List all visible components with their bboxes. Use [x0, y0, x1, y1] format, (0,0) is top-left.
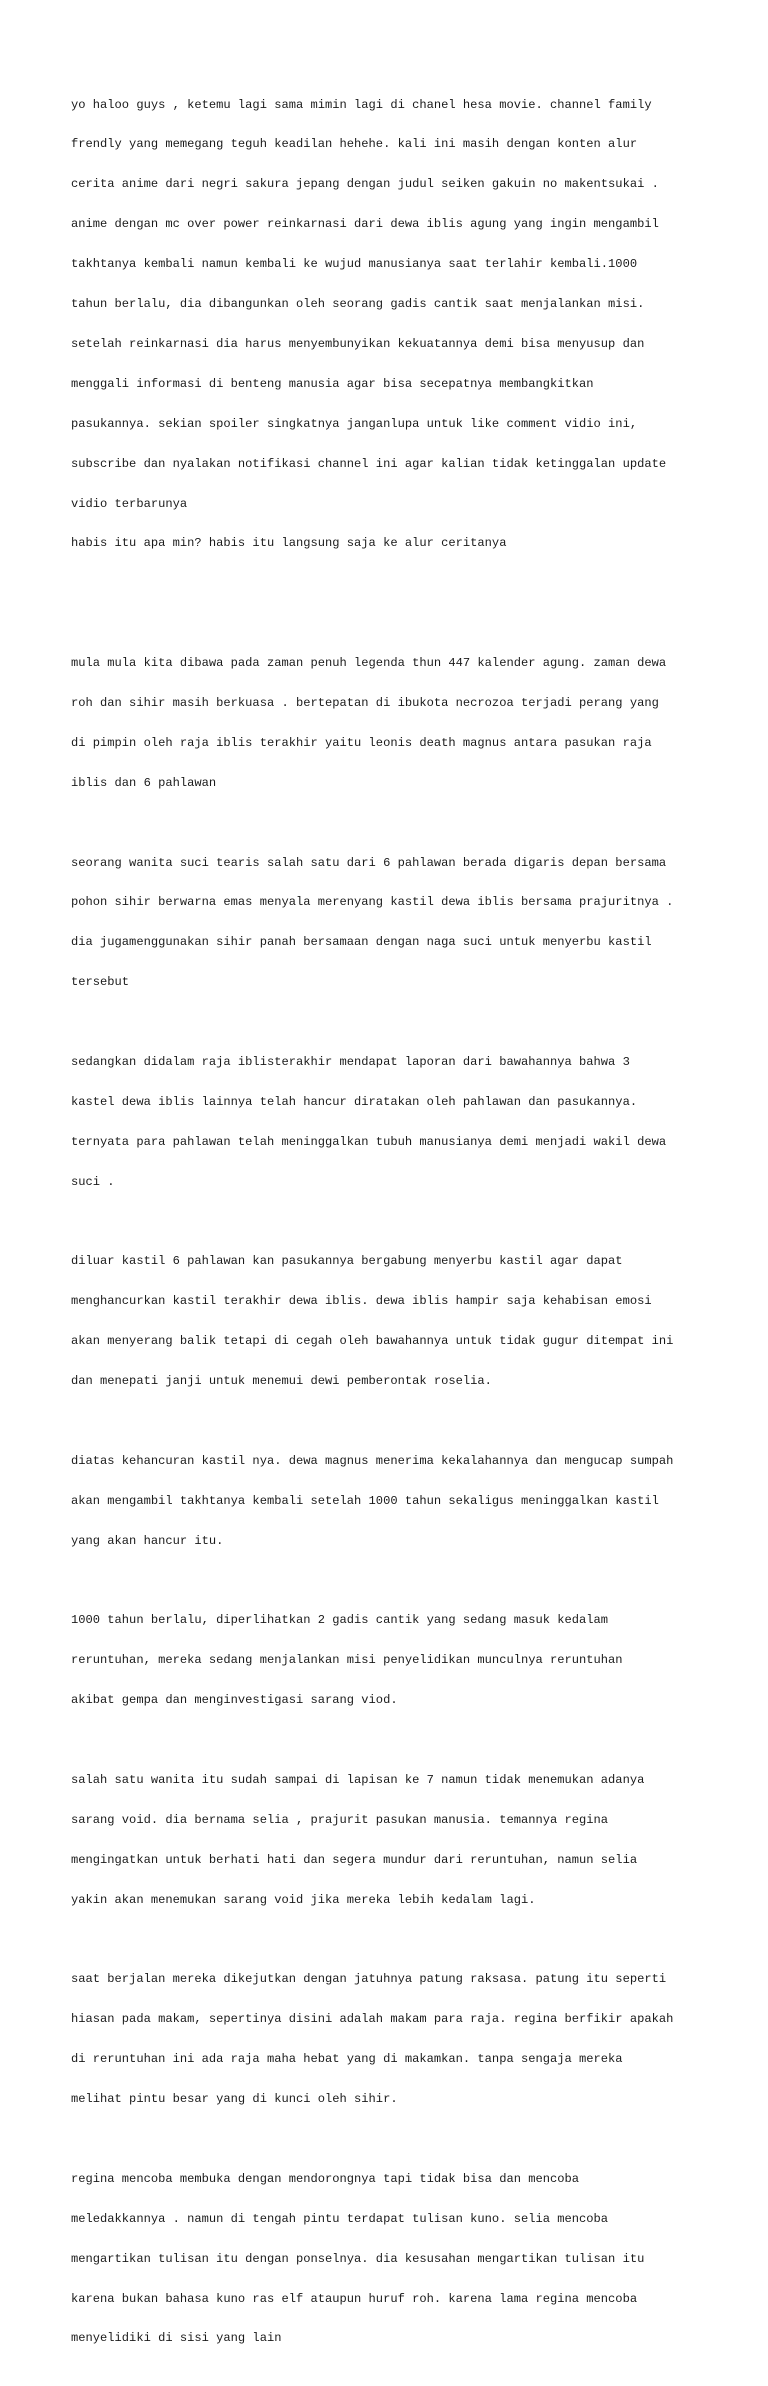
text-line: iblis dan 6 pahlawan: [71, 775, 217, 790]
text-line: menyelidiki di sisi yang lain: [71, 2331, 282, 2346]
paragraph: [71, 1747, 711, 1933]
text-line: vidio terbarunya: [71, 496, 188, 511]
paragraph: [71, 630, 711, 816]
text-line: regina mencoba membuka dengan mendorongnya tapi tidak bisa dan mencoba: [71, 2171, 580, 2186]
text-line: hiasan pada makam, sepertinya disini adalah makam para raja. regina berfikir apakah: [71, 2012, 674, 2027]
paragraph: [71, 830, 711, 1016]
document-body: [71, 72, 711, 2386]
text-line: ternyata para pahlawan telah meninggalkan tubuh manusianya demi menjadi wakil dewa: [71, 1134, 667, 1149]
text-line: sarang void. dia bernama selia , prajurit pasukan manusia. temannya regina: [71, 1812, 609, 1827]
paragraph: [71, 1947, 711, 2133]
text-line: sedangkan didalam raja iblisterakhir mendapat laporan dari bawahannya bahwa 3: [71, 1054, 630, 1069]
text-line: akibat gempa dan menginvestigasi sarang viod.: [71, 1693, 398, 1708]
text-line: habis itu apa min? habis itu langsung saja ke alur ceritanya: [71, 536, 507, 551]
text-line: karena bukan bahasa kuno ras elf ataupun huruf roh. karena lama regina mencoba: [71, 2291, 638, 2306]
text-line: yakin akan menemukan sarang void jika mereka lebih kedalam lagi.: [71, 1892, 536, 1907]
paragraph: [71, 1428, 711, 1574]
text-line: saat berjalan mereka dikejutkan dengan jatuhnya patung raksasa. patung itu seperti: [71, 1972, 667, 1987]
text-line: di pimpin oleh raja iblis terakhir yaitu leonis death magnus antara pasukan raja: [71, 735, 652, 750]
text-line: frendly yang memegang teguh keadilan hehehe. kali ini masih dengan konten alur: [71, 137, 638, 152]
text-line: subscribe dan nyalakan notifikasi channel ini agar kalian tidak ketinggalan update: [71, 456, 667, 471]
text-line: diluar kastil 6 pahlawan kan pasukannya bergabung menyerbu kastil agar dapat: [71, 1254, 623, 1269]
text-line: melihat pintu besar yang di kunci oleh sihir.: [71, 2092, 398, 2107]
text-line: akan menyerang balik tetapi di cegah oleh bawahannya untuk tidak gugur ditempat ini: [71, 1334, 674, 1349]
text-line: anime dengan mc over power reinkarnasi dari dewa iblis agung yang ingin mengambil: [71, 217, 659, 232]
text-line: menggali informasi di benteng manusia agar bisa secepatnya membangkitkan: [71, 376, 594, 391]
text-line: menghancurkan kastil terakhir dewa iblis. dewa iblis hampir saja kehabisan emosi: [71, 1294, 652, 1309]
paragraph: [71, 2146, 711, 2372]
text-line: tahun berlalu, dia dibangunkan oleh seorang gadis cantik saat menjalankan misi.: [71, 297, 645, 312]
text-line: mengartikan tulisan itu dengan ponselnya. dia kesusahan mengartikan tulisan itu: [71, 2251, 645, 2266]
blank-gap: [71, 591, 711, 631]
text-line: setelah reinkarnasi dia harus menyembunyikan kekuatannya demi bisa menyusup dan: [71, 336, 645, 351]
text-line: seorang wanita suci tearis salah satu dari 6 pahlawan berada digaris depan bersama: [71, 855, 667, 870]
text-line: 1000 tahun berlalu, diperlihatkan 2 gadis cantik yang sedang masuk kedalam: [71, 1613, 609, 1628]
text-line: roh dan sihir masih berkuasa . bertepatan di ibukota necrozoa terjadi perang yang: [71, 695, 659, 710]
text-line: reruntuhan, mereka sedang menjalankan misi penyelidikan munculnya reruntuhan: [71, 1653, 623, 1668]
paragraph: [71, 1588, 711, 1734]
text-line: diatas kehancuran kastil nya. dewa magnus menerima kekalahannya dan mengucap sumpah: [71, 1453, 674, 1468]
text-line: cerita anime dari negri sakura jepang dengan judul seiken gakuin no makentsukai .: [71, 177, 659, 192]
paragraph-intro: [71, 72, 711, 577]
text-line: mula mula kita dibawa pada zaman penuh legenda thun 447 kalender agung. zaman dewa: [71, 656, 667, 671]
text-line: di reruntuhan ini ada raja maha hebat yang di makamkan. tanpa sengaja mereka: [71, 2052, 623, 2067]
text-line: akan mengambil takhtanya kembali setelah 1000 tahun sekaligus meninggalkan kastil: [71, 1493, 659, 1508]
paragraph: [71, 1029, 711, 1215]
text-line: tersebut: [71, 975, 130, 990]
text-line: yo haloo guys , ketemu lagi sama mimin lagi di chanel hesa movie. channel family: [71, 97, 652, 112]
text-line: kastel dewa iblis lainnya telah hancur diratakan oleh pahlawan dan pasukannya.: [71, 1094, 638, 1109]
text-line: pasukannya. sekian spoiler singkatnya janganlupa untuk like comment vidio ini,: [71, 416, 638, 431]
text-line: dan menepati janji untuk menemui dewi pemberontak roselia.: [71, 1374, 492, 1389]
text-line: yang akan hancur itu.: [71, 1533, 224, 1548]
text-line: dia jugamenggunakan sihir panah bersamaan dengan naga suci untuk menyerbu kastil: [71, 935, 652, 950]
text-line: takhtanya kembali namun kembali ke wujud manusianya saat terlahir kembali.1000: [71, 257, 638, 272]
text-line: suci .: [71, 1174, 115, 1189]
text-line: pohon sihir berwarna emas menyala merenyang kastil dewa iblis bersama prajuritnya .: [71, 895, 674, 910]
paragraph: [71, 1229, 711, 1415]
text-line: mengingatkan untuk berhati hati dan segera mundur dari reruntuhan, namun selia: [71, 1852, 638, 1867]
text-line: meledakkannya . namun di tengah pintu terdapat tulisan kuno. selia mencoba: [71, 2211, 609, 2226]
text-line: salah satu wanita itu sudah sampai di lapisan ke 7 namun tidak menemukan adanya: [71, 1773, 645, 1787]
